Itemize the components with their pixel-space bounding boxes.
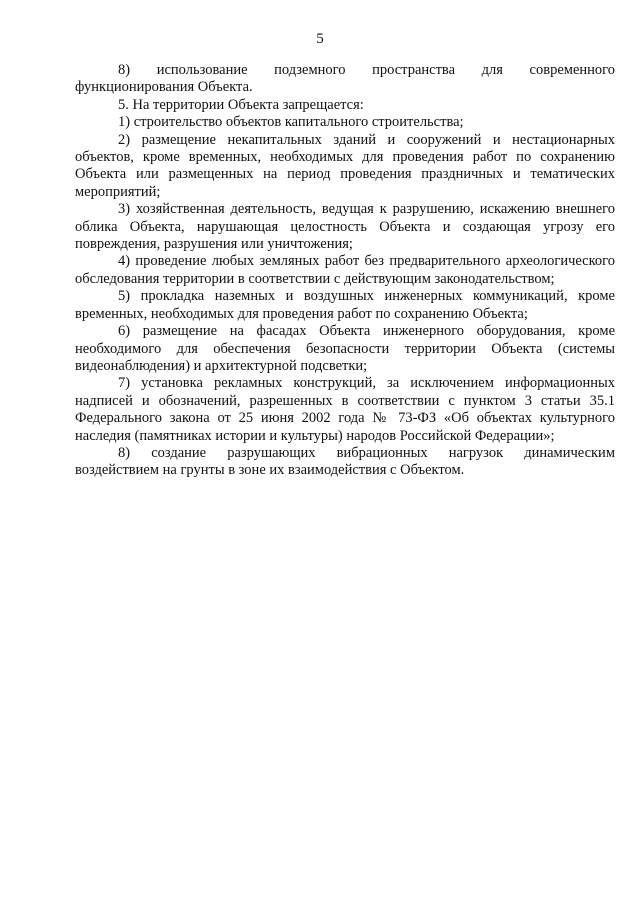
page-number: 5	[316, 31, 324, 47]
prohibition-item-2: 2) размещение некапитальных зданий и сооружений и нестационарных объектов, кроме временных, необходимых для проведения работ по сохранению Объекта или размещенных на период проведения праздничных и тематических мероприятий;	[75, 131, 615, 200]
prohibition-item-6: 6) размещение на фасадах Объекта инженерного оборудования, кроме необходимого для обеспечения безопасности территории Объекта (системы видеонаблюдения) и архитектурной подсветки;	[75, 323, 615, 374]
prohibition-item-8: 8) создание разрушающих вибрационных нагрузок динамическим воздействием на грунты в зоне их взаимодействия с Объектом.	[75, 444, 615, 479]
prohibition-item-4: 4) проведение любых земляных работ без предварительного археологического обследования территории в соответствии с действующим законодательством;	[75, 253, 615, 287]
paragraph-item-8-underground-use: 8) использование подземного пространства для современного функционирования Объекта.	[75, 62, 615, 96]
prohibition-item-1: 1) строительство объектов капитального строительства;	[118, 114, 464, 131]
prohibition-item-5: 5) прокладка наземных и воздушных инженерных коммуникаций, кроме временных, необходимых для проведения работ по сохранению Объекта;	[75, 288, 615, 322]
document-body	[75, 62, 615, 480]
section-5-heading: 5. На территории Объекта запрещается:	[118, 96, 364, 113]
prohibition-item-7: 7) установка рекламных конструкций, за исключением информационных надписей и обозначений, разрешенных в соответствии с пунктом 3 статьи 35.1 Федерального закона от 25 июня 2002 года № 73-ФЗ «Об объектах культурного наследия (памятниках истории и культуры) народов Российской Федерации»;	[75, 375, 615, 444]
prohibition-item-3: 3) хозяйственная деятельность, ведущая к разрушению, искажению внешнего облика Объекта, нарушающая целостность Объекта и создающая угрозу его повреждения, разрушения или уничтожения;	[75, 201, 615, 253]
